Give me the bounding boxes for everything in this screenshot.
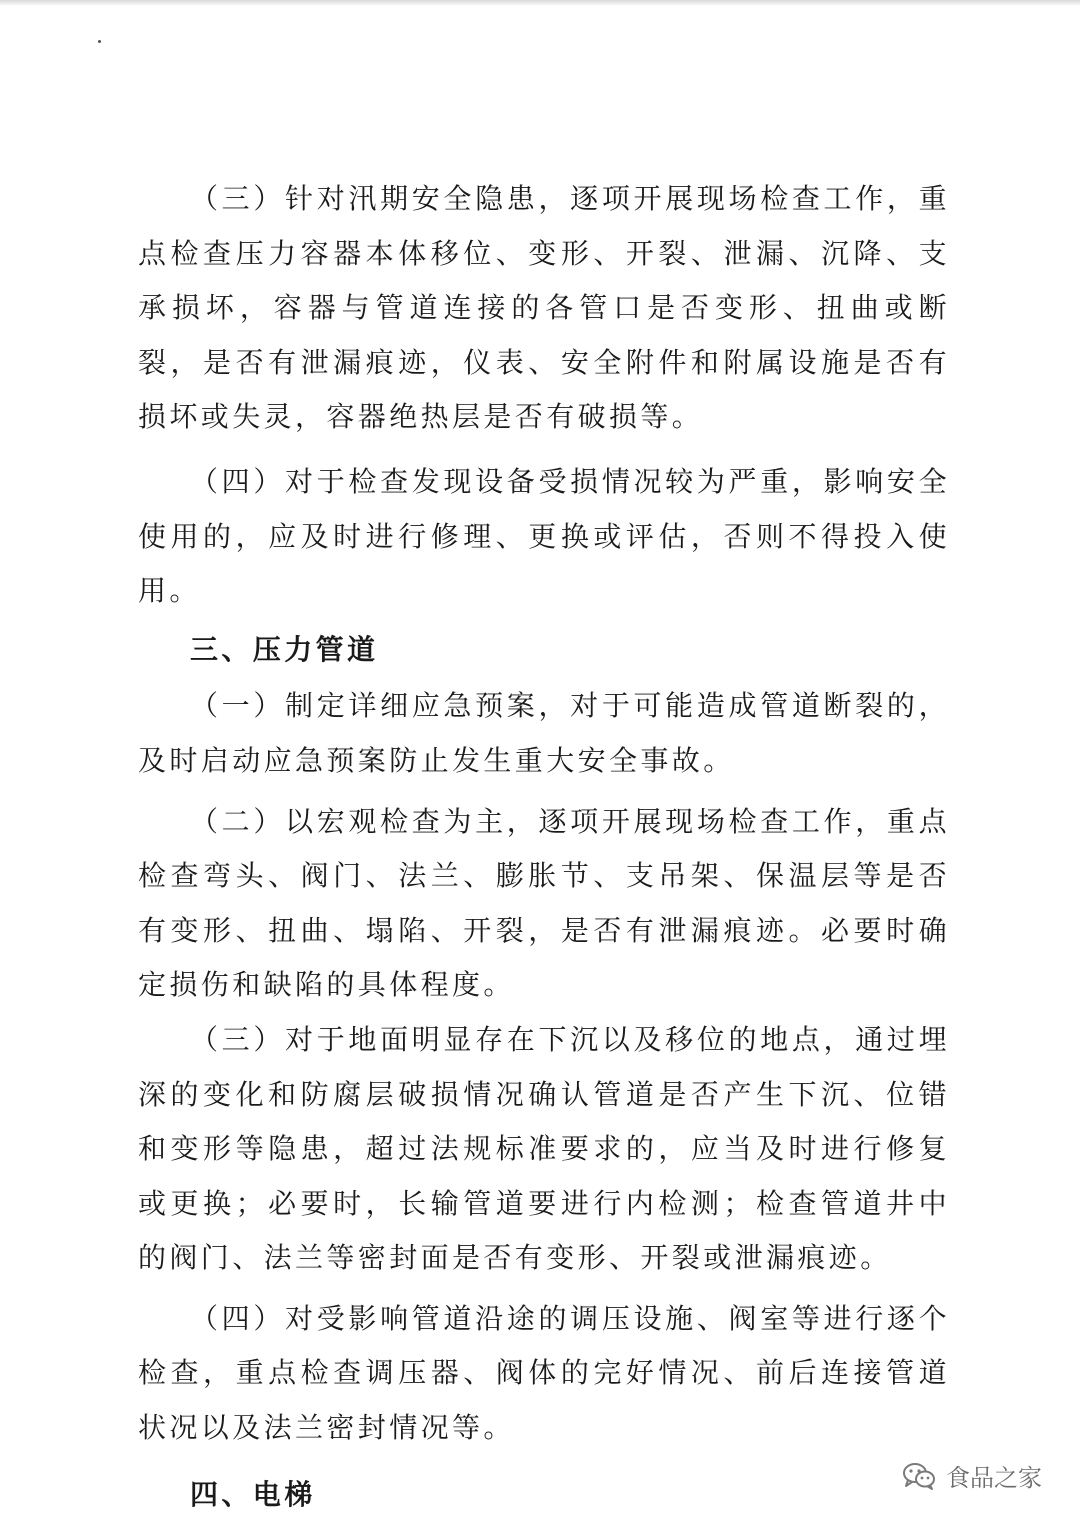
paragraph-pressure-regulating: （四）对受影响管道沿途的调压设施、阀室等进行逐个检查，重点检查调压器、阀体的完好情况、前后连接管道状况以及法兰密封情况等。 (138, 1301, 950, 1445)
paragraph-emergency-plan: （一）制定详细应急预案，对于可能造成管道断裂的，及时启动应急预案防止发生重大安全事故。 (138, 689, 950, 777)
wechat-icon (902, 1461, 936, 1491)
section-heading-elevator: 四、电梯 (190, 1477, 316, 1511)
section-heading-pressure-pipeline: 三、压力管道 (190, 632, 379, 666)
paragraph-macro-inspection: （二）以宏观检查为主，逐项开展现场检查工作，重点检查弯头、阀门、法兰、膨胀节、支吊架、保温层等是否有变形、扭曲、塌陷、开裂，是否有泄漏痕迹。必要时确定损伤和缺陷的具体程度。 (138, 804, 950, 1002)
paragraph-ground-subsidence: （三）对于地面明显存在下沉以及移位的地点，通过埋深的变化和防腐层破损情况确认管道是否产生下沉、位错和变形等隐患，超过法规标准要求的，应当及时进行修复或更换；必要时，长输管道要进行内检测；检查管道井中的阀门、法兰等密封面是否有变形、开裂或泄漏痕迹。 (138, 1022, 950, 1275)
scan-edge (0, 0, 1080, 6)
watermark (902, 1458, 1042, 1493)
watermark-text: 食品之家 (946, 1464, 1042, 1492)
scan-speck (98, 40, 101, 43)
paragraph-container-inspection: （三）针对汛期安全隐患，逐项开展现场检查工作，重点检查压力容器本体移位、变形、开裂、泄漏、沉降、支承损坏，容器与管道连接的各管口是否变形、扭曲或断裂，是否有泄漏痕迹，仪表、安全附件和附属设施是否有损坏或失灵，容器绝热层是否有破损等。 (138, 182, 950, 434)
document-body (138, 172, 950, 1522)
paragraph-damaged-equipment: （四）对于检查发现设备受损情况较为严重，影响安全使用的，应及时进行修理、更换或评估，否则不得投入使用。 (138, 464, 950, 608)
